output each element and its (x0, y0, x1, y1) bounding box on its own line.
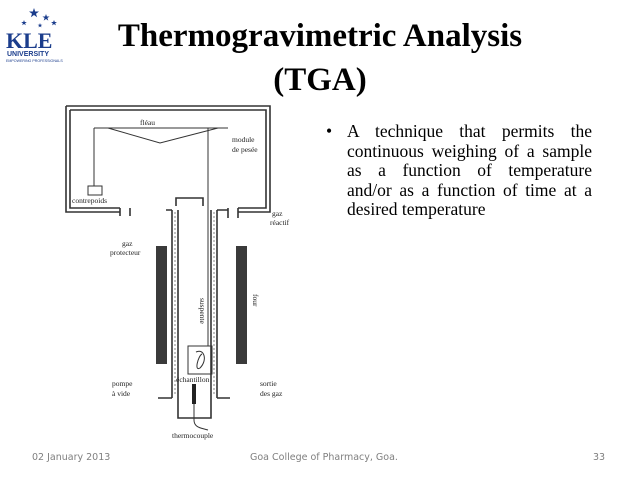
label-module: module (232, 135, 255, 144)
logo-subtext: UNIVERSITY (7, 51, 50, 58)
label-four: four (251, 294, 260, 307)
label-echantillon: échantillon (176, 375, 210, 384)
label-contrepoids: contrepoids (72, 196, 107, 205)
label-des-gaz: des gaz (260, 389, 283, 398)
label-gaz-protecteur-2: protecteur (110, 248, 141, 257)
footer-date: 02 January 2013 (32, 452, 111, 463)
bullet-text: A technique that permits the continuous weighing of a sample as a function of temperature and/or as a function of time at a desired temperature (347, 121, 592, 219)
kle-university-logo (4, 6, 64, 64)
furnace-left (156, 246, 167, 364)
logo-text: KLE (6, 28, 53, 53)
label-pompe: pompe (112, 379, 133, 388)
slide-number: 33 (593, 452, 606, 463)
label-a-vide: à vide (112, 389, 131, 398)
title-line-1: Thermogravimetric Analysis (117, 18, 523, 54)
tga-apparatus-diagram (48, 98, 318, 443)
label-sortie: sortie (260, 379, 277, 388)
definition-bullet (326, 122, 592, 220)
label-gaz-reactif-2: réactif (270, 218, 290, 227)
furnace-right (236, 246, 247, 364)
slide-title (70, 14, 570, 102)
label-gaz-reactif-1: gaz (272, 209, 283, 218)
label-de-pesee: de pesée (232, 145, 258, 154)
title-line-2: (TGA) (273, 62, 367, 98)
footer-institution: Goa College of Pharmacy, Goa. (250, 452, 398, 463)
logo-tagline: EMPOWERING PROFESSIONALS (6, 59, 63, 63)
bullet-marker: • (326, 121, 333, 141)
label-suspente: suspente (198, 298, 207, 324)
label-gaz-protecteur-1: gaz (122, 239, 133, 248)
label-thermocouple: thermocouple (172, 431, 214, 440)
label-fleau: fléau (140, 118, 155, 127)
